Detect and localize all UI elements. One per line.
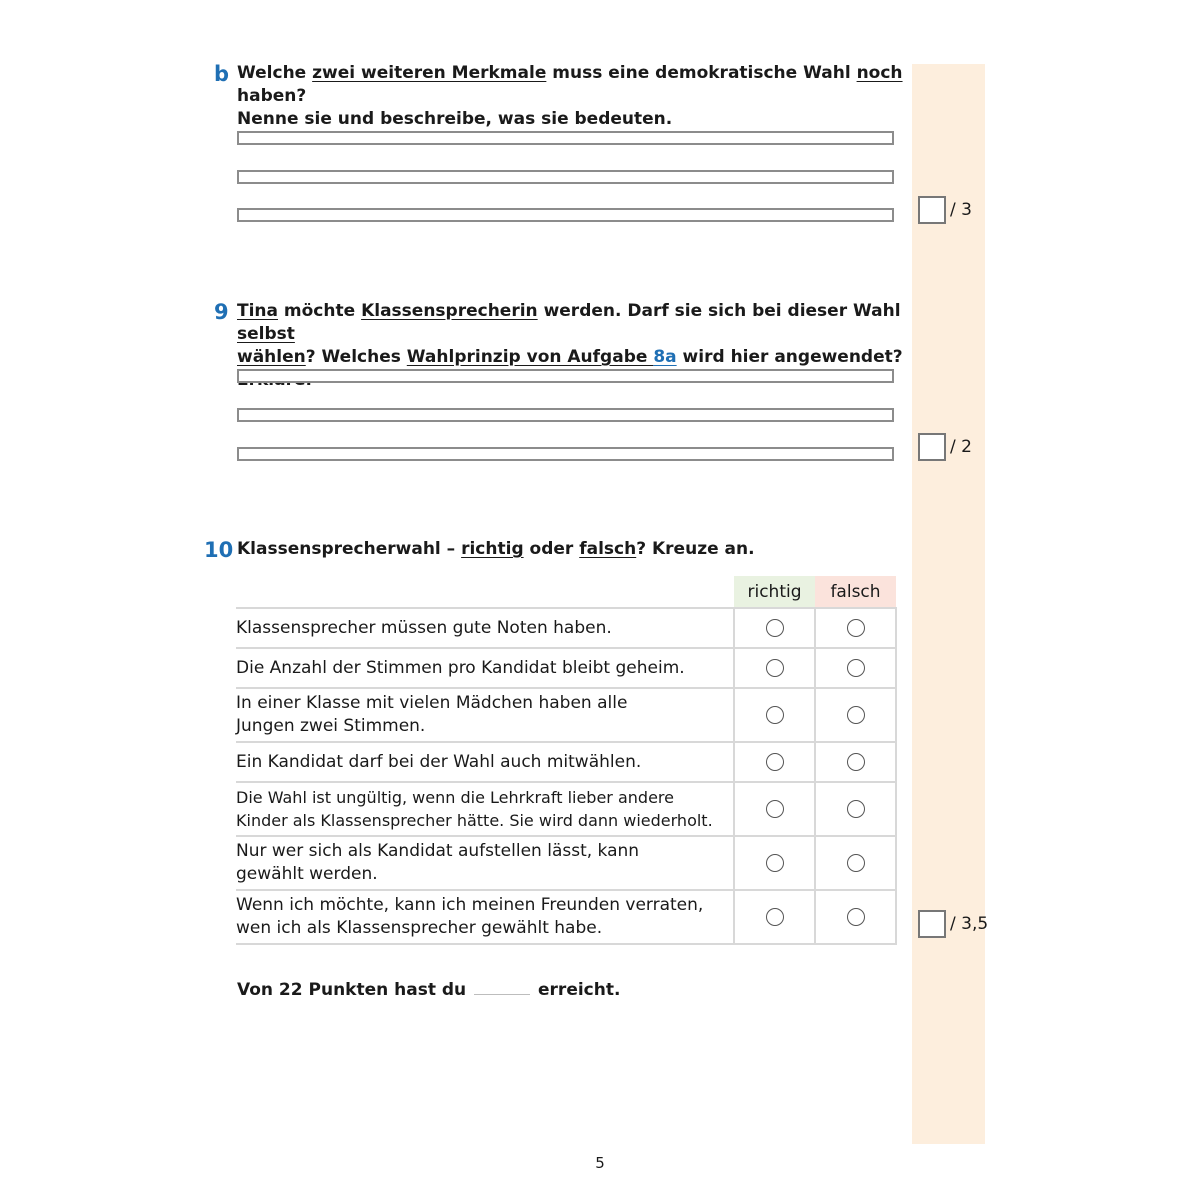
radio-circle-icon[interactable]: [847, 800, 865, 818]
answer-line[interactable]: [237, 131, 894, 145]
task-b-text: muss eine demokratische Wahl: [546, 63, 857, 83]
statement-line: Wenn ich möchte, kann ich meinen Freunden verraten,: [236, 895, 704, 915]
radio-circle-icon[interactable]: [847, 854, 865, 872]
statement-line: wen ich als Klassensprecher gewählt habe.: [236, 918, 603, 938]
radio-circle-icon[interactable]: [847, 753, 865, 771]
task-9-text: möchte: [278, 301, 362, 321]
option-falsch[interactable]: [815, 608, 896, 648]
statement-line: Ein Kandidat darf bei der Wahl auch mitwählen.: [236, 751, 642, 772]
column-header-richtig: richtig: [734, 576, 815, 608]
score-label-9: / 2: [950, 437, 972, 457]
task-9-text: Tina: [237, 301, 278, 321]
score-box-10[interactable]: [918, 910, 946, 938]
task-9-text: wird hier angewendet?: [682, 347, 903, 367]
points-summary: [237, 980, 620, 1000]
statement-line: Kinder als Klassensprecher hätte. Sie wird dann wiederholt.: [236, 811, 713, 830]
task-b-question: [237, 62, 907, 131]
task-10-text: richtig: [461, 539, 524, 559]
radio-circle-icon[interactable]: [766, 706, 784, 724]
option-falsch[interactable]: [815, 688, 896, 742]
task-b-label: b: [214, 62, 230, 86]
task-10-label: 10: [204, 538, 234, 562]
summary-text: Von 22 Punkten hast du: [237, 980, 467, 1000]
task-10-text: Klassensprecherwahl –: [237, 539, 462, 559]
true-false-table: [236, 576, 897, 945]
option-richtig[interactable]: [734, 608, 815, 648]
score-sidebar: [912, 64, 985, 1144]
statement-line: Die Wahl ist ungültig, wenn die Lehrkraft lieber andere: [236, 788, 674, 807]
radio-circle-icon[interactable]: [847, 706, 865, 724]
statement-line: Jungen zwei Stimmen.: [236, 716, 426, 736]
task-b-text: zwei weiteren Merkmale: [312, 63, 547, 83]
radio-circle-icon[interactable]: [766, 659, 784, 677]
task-b-text: haben?: [237, 86, 307, 106]
task-9-text: werden. Darf sie sich bei dieser Wahl: [537, 301, 901, 321]
task-10-text: ? Kreuze an.: [636, 539, 755, 559]
option-richtig[interactable]: [734, 742, 815, 782]
radio-circle-icon[interactable]: [847, 619, 865, 637]
task-9-text: Klassensprecherin: [361, 301, 538, 321]
answer-line[interactable]: [237, 208, 894, 222]
option-richtig[interactable]: [734, 836, 815, 890]
table-row: [236, 890, 896, 944]
radio-circle-icon[interactable]: [847, 908, 865, 926]
option-falsch[interactable]: [815, 742, 896, 782]
score-label-10: / 3,5: [950, 914, 989, 934]
option-richtig[interactable]: [734, 890, 815, 944]
table-row: [236, 836, 896, 890]
answer-line[interactable]: [237, 447, 894, 461]
statement: [236, 688, 734, 742]
task-reference-link[interactable]: 8a: [653, 347, 677, 367]
table-row: [236, 608, 896, 648]
option-richtig[interactable]: [734, 782, 815, 836]
statement: [236, 836, 734, 890]
statement: [236, 782, 734, 836]
statement: [236, 608, 734, 648]
statement-line: Nur wer sich als Kandidat aufstellen lässt, kann: [236, 841, 640, 861]
table-row: [236, 742, 896, 782]
radio-circle-icon[interactable]: [766, 800, 784, 818]
statement: [236, 890, 734, 944]
score-box-9[interactable]: [918, 433, 946, 461]
radio-circle-icon[interactable]: [847, 659, 865, 677]
option-falsch[interactable]: [815, 836, 896, 890]
option-richtig[interactable]: [734, 688, 815, 742]
header-blank: [236, 576, 734, 608]
table-row: [236, 688, 896, 742]
statement-line: In einer Klasse mit vielen Mädchen haben alle: [236, 693, 628, 713]
option-falsch[interactable]: [815, 782, 896, 836]
statement: [236, 648, 734, 688]
summary-text: erreicht.: [538, 980, 621, 1000]
table-header: [236, 576, 896, 608]
task-10-question: [237, 538, 907, 561]
score-box-b[interactable]: [918, 196, 946, 224]
table-row: [236, 648, 896, 688]
task-b-text: Welche: [237, 63, 313, 83]
score-label-b: / 3: [950, 200, 972, 220]
task-9-text: wählen: [237, 347, 306, 367]
option-richtig[interactable]: [734, 648, 815, 688]
statement-line: Die Anzahl der Stimmen pro Kandidat bleibt geheim.: [236, 657, 685, 678]
statement-line: gewählt werden.: [236, 864, 378, 884]
task-b-text: noch: [856, 63, 903, 83]
task-10-text: oder: [523, 539, 580, 559]
statement: [236, 742, 734, 782]
radio-circle-icon[interactable]: [766, 619, 784, 637]
option-falsch[interactable]: [815, 648, 896, 688]
task-b-text: Nenne sie und beschreibe, was sie bedeuten.: [237, 109, 673, 129]
points-blank-field[interactable]: [474, 980, 530, 995]
option-falsch[interactable]: [815, 890, 896, 944]
page-number: 5: [595, 1154, 605, 1172]
radio-circle-icon[interactable]: [766, 908, 784, 926]
statement-line: Klassensprecher müssen gute Noten haben.: [236, 617, 612, 638]
task-9-text: ? Welches: [305, 347, 407, 367]
answer-line[interactable]: [237, 170, 894, 184]
column-header-falsch: falsch: [815, 576, 896, 608]
radio-circle-icon[interactable]: [766, 854, 784, 872]
task-9-text: Wahlprinzip von Aufgabe: [406, 347, 654, 367]
task-9-label: 9: [214, 300, 229, 324]
answer-line[interactable]: [237, 369, 894, 383]
answer-line[interactable]: [237, 408, 894, 422]
radio-circle-icon[interactable]: [766, 753, 784, 771]
task-10-text: falsch: [579, 539, 637, 559]
table-row: [236, 782, 896, 836]
task-9-text: selbst: [237, 324, 295, 344]
